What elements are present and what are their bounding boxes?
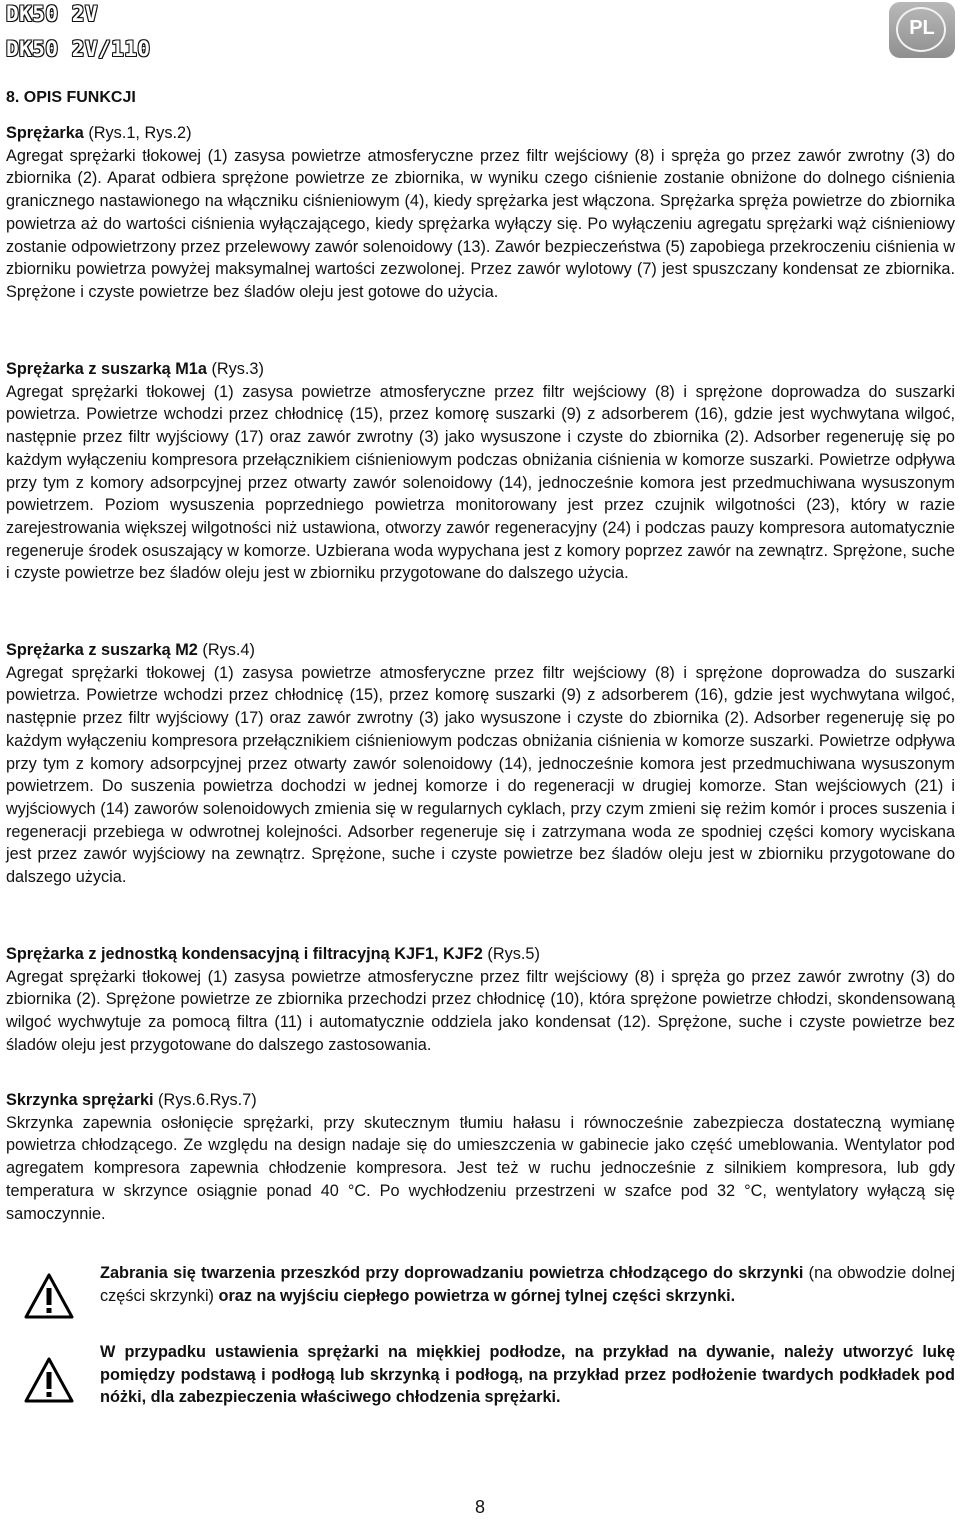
section-text: Agregat sprężarki tłokowej (1) zasysa powietrze atmosferyczne przez filtr wejściowy (8) i sprężone doprowadza do suszarki powietrza. Powietrze wchodzi przez chłodnicę (15), przez komorę suszarki (9) z adsorberem (16), gdzie jest wychwytana wilgoć, następnie przez filtr wyjściowy (17) oraz zawór zwrotny (3) jako wysuszone i czyste do zbiornika (2). Adsorber regeneruję się po każdym wyłączeniu kompresora przełącznikiem ciśnieniowym podczas obniżania ciśnienia w komorze suszarki. Powietrze odpływa przy tym z komory adsorpcyjnej przez otwarty zawór solenoidowy (14), jednocześnie komora jest przedmuchiwana wysuszonym powietrzem. Do suszenia powietrza dochodzi w jednej komorze i do regeneracji w drugiej komorze. Stan wejściowych (21) i wyjściowych (14) zaworów solenoidowych zmienia się w regularnych cyklach, przy czym zmieni się reżim komór i proces suszenia i regeneracji przebiega w odwrotnej kolejności. Adsorber regeneruje się i zatrzymana woda ze spodniej części komory wyciskana jest przez zawór wyjściowy na zewnątrz. Sprężone, suche i czyste powietrze bez śladów oleju jest w zbiorniku przygotowane do dalszego użycia.: [6, 663, 955, 887]
language-code: PL: [909, 17, 935, 39]
section-title: [6, 358, 955, 381]
section-compressor-kjf: [6, 943, 955, 1057]
section-title-ref: (Rys.5): [482, 945, 540, 963]
warning-text-bold: W przypadku ustawienia sprężarki na miękkiej podłodze, na przykład na dywanie, należy utworzyć lukę pomiędzy podstawą i podłogą lub skrzynką i podłogą, na przykład przez podłożenie twardych podkładek pod nóżki, dla zabezpieczenia właściwego chłodzenia sprężarki.: [100, 1343, 955, 1407]
section-title-bold: Sprężarka: [6, 124, 84, 142]
warning-text-bold-end: oraz na wyjściu ciepłego powietrza w górnej tylnej części skrzynki.: [218, 1286, 736, 1305]
page-number: 8: [474, 1497, 485, 1517]
section-title-bold: Skrzynka sprężarki: [6, 1091, 154, 1109]
section-title-ref: (Rys.1, Rys.2): [83, 124, 192, 142]
warning-soft-floor: [100, 1341, 955, 1409]
warning-triangle-icon: [24, 1357, 74, 1403]
section-text: Skrzynka zapewnia osłonięcie sprężarki, przy skutecznym tłumiu hałasu i równocześnie zabezpiecza dostateczną wymianę powietrza chłodzącego. Ze względu na design nadaje się do umieszczenia w gabinecie jako część umeblowania. Wentylator pod agregatem kompresora zapewnia chłodzenie kompresora. Jest też w ruchu jednocześnie z silnikiem kompresora, lub gdy temperatura w skrzynce osiągnie ponad 40 °C. Po wychłodzeniu przestrzeni w szafce pod 32 °C, wentylatory wyłączą się samoczynnie.: [6, 1113, 955, 1223]
model-name-line-2: DK50 2V/110: [6, 37, 151, 61]
warning-text: [100, 1262, 955, 1307]
section-title-ref: (Rys.3): [206, 360, 264, 378]
section-title: [6, 122, 955, 145]
warning-text-normal: (na obwodzie dolnej części skrzynki): [100, 1264, 955, 1305]
section-heading: 8. OPIS FUNKCJI: [6, 89, 136, 106]
section-title: [6, 943, 955, 966]
section-compressor-dryer-m2: [6, 639, 955, 889]
warning-cooling-air: [100, 1262, 955, 1307]
section-title-bold: Sprężarka z jednostką kondensacyjną i filtracyjną KJF1, KJF2: [6, 945, 483, 963]
section-compressor-dryer-m1a: [6, 358, 955, 585]
section-text: Agregat sprężarki tłokowej (1) zasysa powietrze atmosferyczne przez filtr wejściowy (8) i sprężone doprowadza do suszarki powietrza. Powietrze wchodzi przez chłodnicę (15), przez komorę suszarki (9) z adsorberem (16), gdzie jest wychwytana wilgoć, następnie przez filtr wyjściowy (17) oraz zawór zwrotny (3) jako wysuszone i czyste do zbiornika (2). Adsorber regeneruję się po każdym wyłączeniu kompresora przełącznikiem ciśnieniowym podczas obniżania ciśnienia w komorze suszarki. Powietrze odpływa przy tym z komory adsorpcyjnej przez otwarty zawór solenoidowy (14), jednocześnie komora jest przedmuchiwana wysuszonym powietrzem. Poziom wysuszenia poprzedniego powietrza monitorowany jest przez czujnik wilgotności (23), który w razie zarejestrowania większej wilgotności niż ustawiona, otworzy zawór regeneracyjny (24) i podczas pauzy kompresora automatycznie regeneruje środek osuszający w komorze. Uzbierana woda wypychana jest z komory poprzez zawór na zewnątrz. Sprężone, suche i czyste powietrze bez śladów oleju jest w zbiorniku przygotowane do dalszego użycia.: [6, 382, 955, 583]
section-title-ref: (Rys.4): [197, 641, 255, 659]
section-title: [6, 639, 955, 662]
warning-text-bold: Zabrania się twarzenia przeszkód przy doprowadzaniu powietrza chłodzącego do skrzynki: [100, 1264, 804, 1282]
section-title: [6, 1089, 955, 1112]
model-name-line-1: DK50 2V: [6, 2, 99, 26]
section-title-bold: Sprężarka z suszarką M1a: [6, 360, 207, 378]
section-text: Agregat sprężarki tłokowej (1) zasysa powietrze atmosferyczne przez filtr wejściowy (8) i spręża go przez zawór zwrotny (3) do zbiornika (2). Aparat odbiera sprężone powietrze ze zbiornika, w wyniku czego ciśnienie zostanie obniżone do dolnego ciśnienia granicznego nastawionego na włączniku ciśnieniowym (4), kiedy sprężarka jest włączona. Sprężarka spręża powietrze do zbiornika powietrza aż do wartości ciśnienia wyłączającego, kiedy sprężarka wyłączy się. Po wyłączeniu agregatu sprężarki wąż ciśnieniowy zostanie odpowietrzony przez przelewowy zawór solenoidowy (13). Zawór bezpieczeństwa (5) zapobiega przekroczeniu ciśnienia w zbiorniku powietrza powyżej maksymalnej wartości zezwolonej. Przez zawór wylotowy (7) jest spuszczany kondensat ze zbiornika. Sprężone i czyste powietrze bez śladów oleju jest gotowe do użycia.: [6, 146, 955, 301]
warning-triangle-icon: [24, 1273, 74, 1319]
warning-text: [100, 1341, 955, 1409]
section-text: Agregat sprężarki tłokowej (1) zasysa powietrze atmosferyczne przez filtr wejściowy (8) i spręża go przez zawór zwrotny (3) do zbiornika (2). Sprężone powietrze ze zbiornika przechodzi przez chłodnicę (10), która sprężone powietrze chłodzi, skondensowaną wilgoć wychwytuje za pomocą filtra (11) i automatycznie oddziela jako kondensat (12). Sprężone, suche i czyste powietrze bez śladów oleju jest przygotowane do dalszego zastosowania.: [6, 967, 955, 1054]
section-title-bold: Sprężarka z suszarką M2: [6, 641, 198, 659]
section-title-ref: (Rys.6.Rys.7): [153, 1091, 257, 1109]
section-compressor-cabinet: [6, 1089, 955, 1225]
language-badge: [889, 2, 955, 58]
section-compressor: [6, 122, 955, 304]
